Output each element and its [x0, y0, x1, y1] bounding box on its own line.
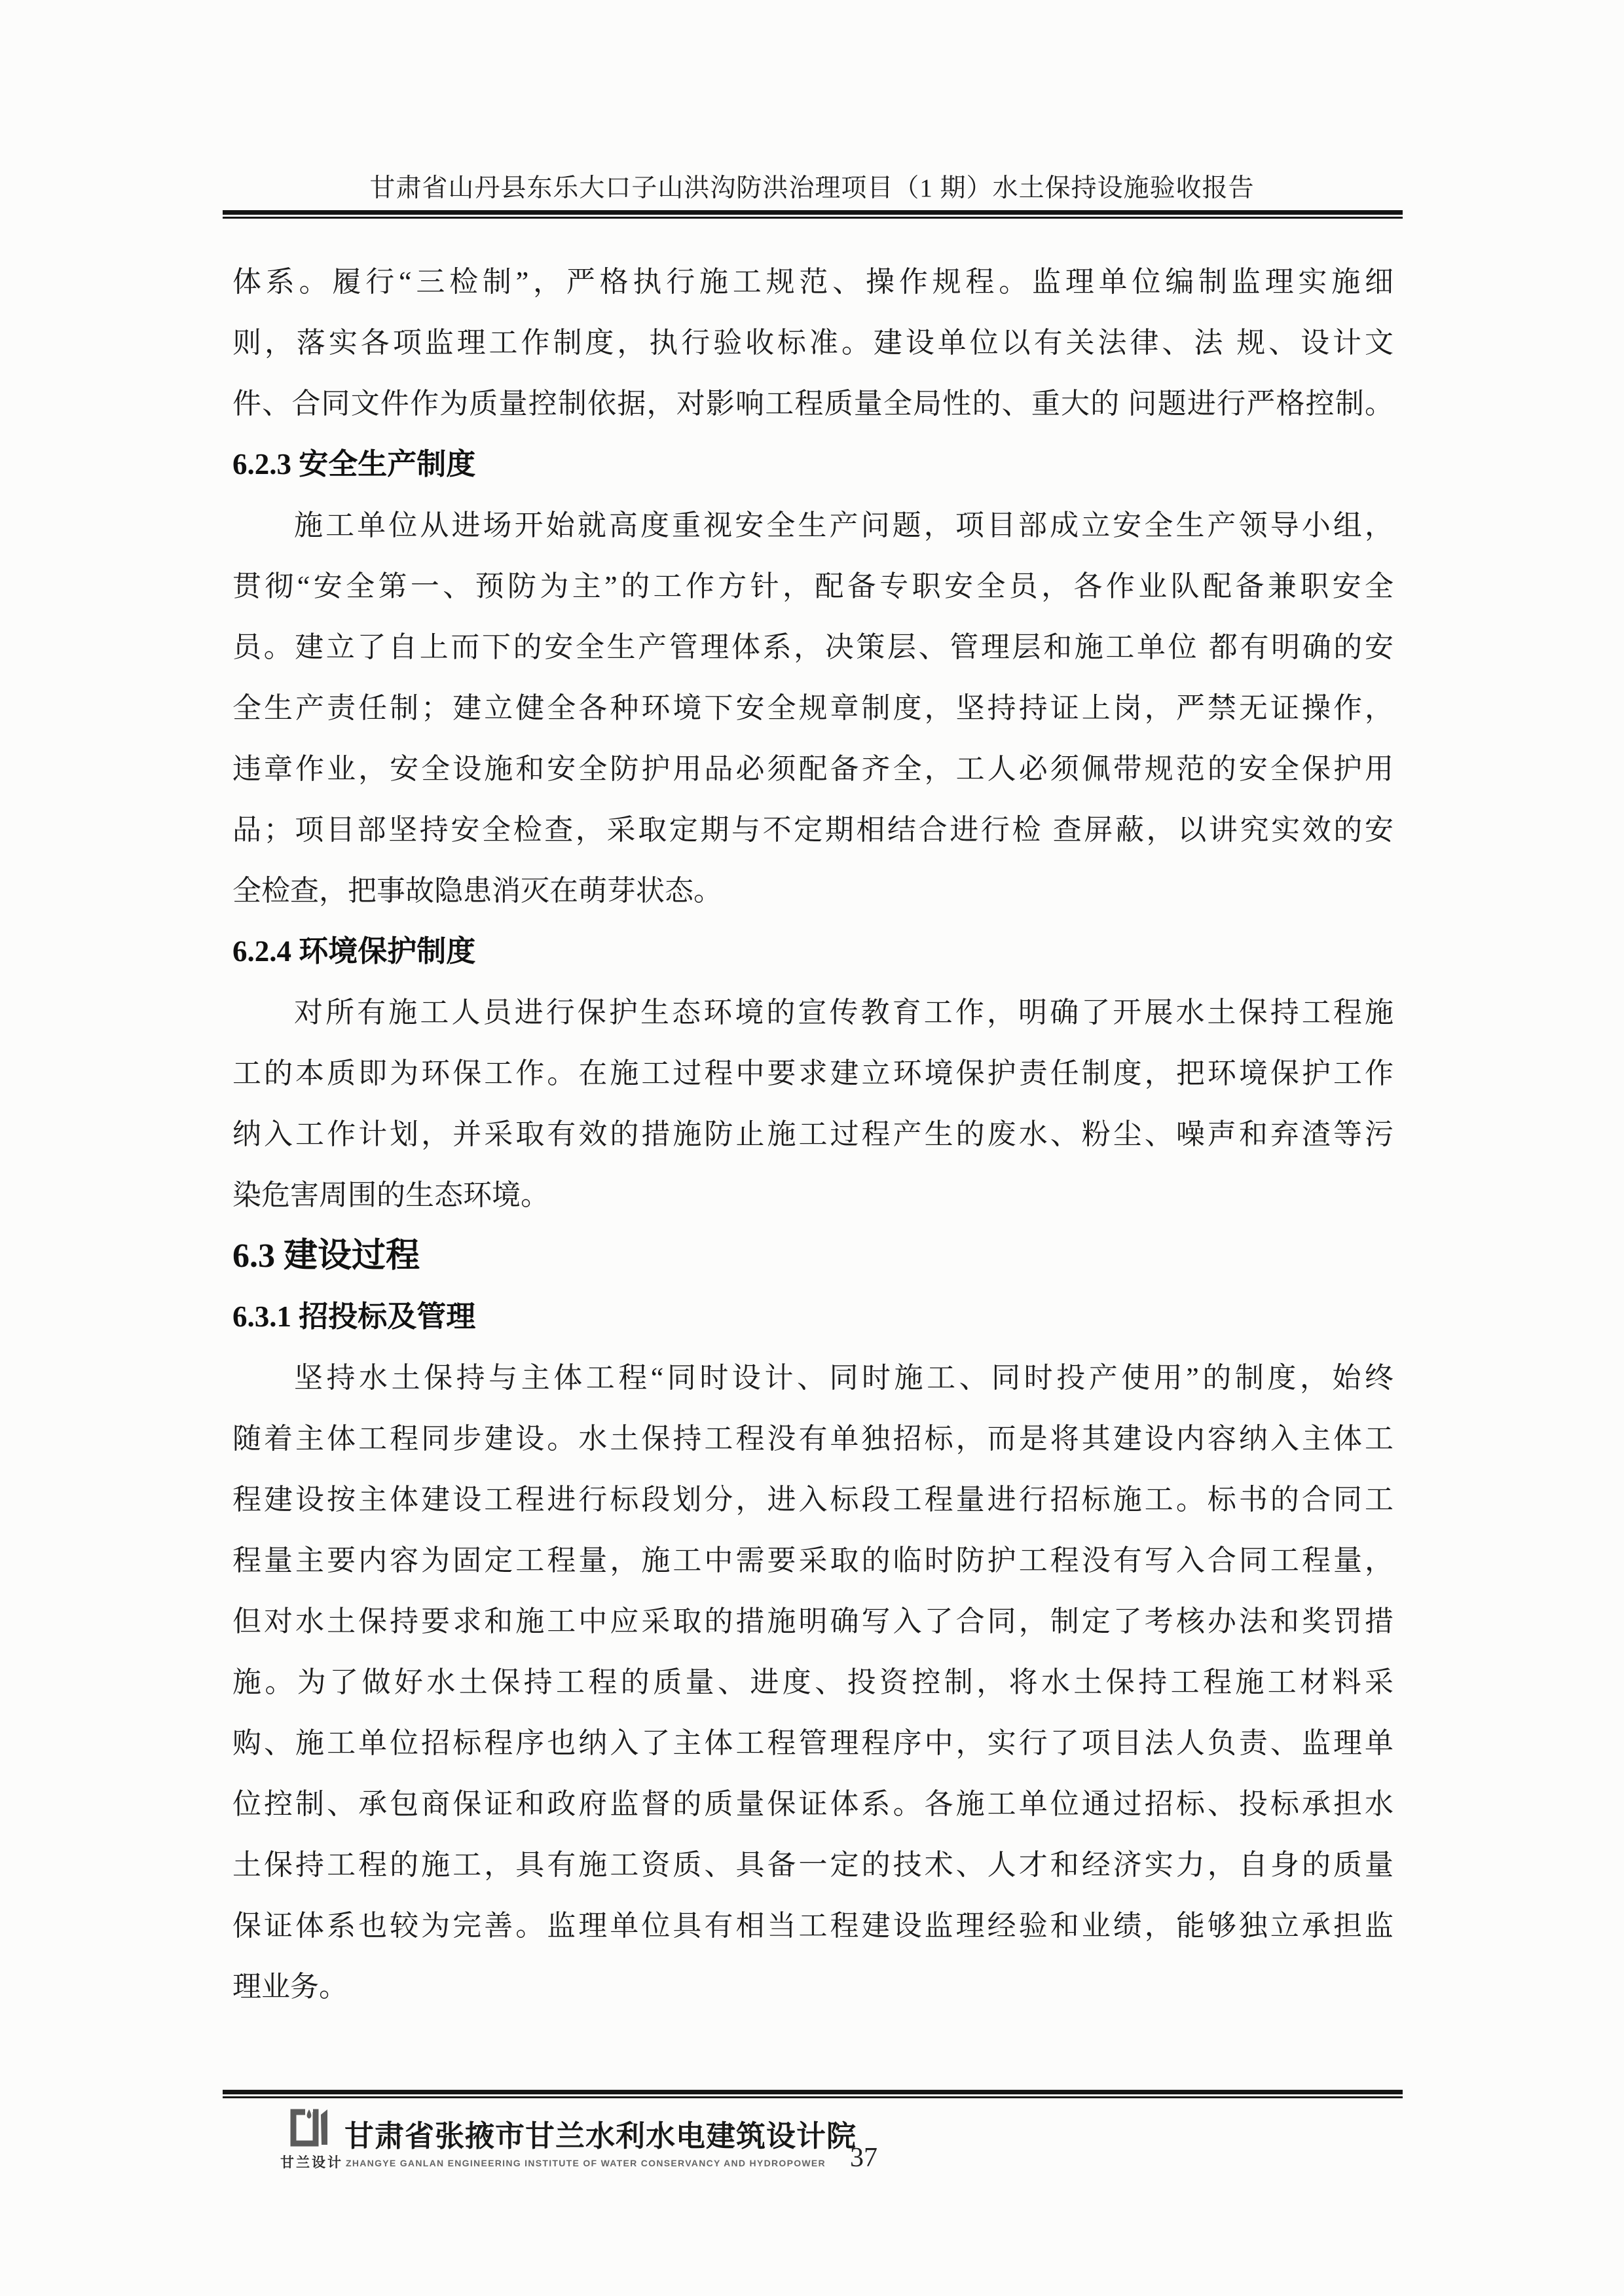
section-heading: 6.2.3 安全生产制度 [232, 448, 476, 481]
text-line: 全生产责任制；建立健全各种环境下安全规章制度，坚持持证上岗，严禁无证操作， [232, 692, 1393, 724]
text-line: 位控制、承包商保证和政府监督的质量保证体系。各施工单位通过招标、投标承担水 [232, 1788, 1393, 1820]
text-line: 施。为了做好水土保持工程的质量、进度、投资控制，将水土保持工程施工材料采 [232, 1666, 1393, 1698]
text-line: 程量主要内容为固定工程量，施工中需要采取的临时防护工程没有写入合同工程量， [232, 1544, 1393, 1576]
institute-logo-caption: 甘兰设计 [280, 2155, 343, 2170]
text-line: 违章作业，安全设施和安全防护用品必须配备齐全，工人必须佩带规范的安全保护用 [232, 753, 1393, 785]
text-line: 施工单位从进场开始就高度重视安全生产问题，项目部成立安全生产领导小组， [294, 509, 1393, 541]
text-line: 程建设按主体建设工程进行标段划分，进入标段工程量进行招标施工。标书的合同工 [232, 1484, 1393, 1516]
text-line: 员。建立了自上而下的安全生产管理体系，决策层、管理层和施工单位 都有明确的安 [232, 631, 1393, 663]
text-line: 贯彻“安全第一、预防为主”的工作方针，配备专职安全员，各作业队配备兼职安全 [232, 570, 1393, 602]
header-rule-thin-line [223, 217, 1403, 219]
institute-logo [280, 2108, 341, 2172]
text-line: 工的本质即为环保工作。在施工过程中要求建立环境保护责任制度，把环境保护工作 [232, 1057, 1393, 1089]
text-line: 体系。履行“三检制”，严格执行施工规范、操作规程。监理单位编制监理实施细 [232, 266, 1393, 298]
text-line: 件、合同文件作为质量控制依据，对影响工程质量全局性的、重大的 问题进行严格控制。 [232, 388, 1393, 420]
text-line: 保证体系也较为完善。监理单位具有相当工程建设监理经验和业绩，能够独立承担监 [232, 1910, 1393, 1942]
header-rule-thick-line [223, 210, 1403, 215]
section-heading: 6.3 建设过程 [232, 1237, 420, 1275]
institute-logo-icon [289, 2108, 331, 2149]
footer-rule-thin-line [223, 2096, 1403, 2098]
page-number: 37 [850, 2143, 877, 2173]
footer-rule [223, 2090, 1403, 2098]
text-line: 品；项目部坚持安全检查，采取定期与不定期相结合进行检 查屏蔽，以讲究实效的安 [232, 814, 1393, 846]
text-line: 理业务。 [232, 1971, 348, 2003]
text-line: 购、施工单位招标程序也纳入了主体工程管理程序中，实行了项目法人负责、监理单 [232, 1727, 1393, 1759]
document-body [232, 251, 1393, 2017]
text-line: 随着主体工程同步建设。水土保持工程没有单独招标，而是将其建设内容纳入主体工 [232, 1423, 1393, 1455]
text-line: 染危害周围的生态环境。 [232, 1179, 549, 1211]
institute-name: 甘肃省张掖市甘兰水利水电建筑设计院 [344, 2119, 857, 2153]
text-line: 纳入工作计划，并采取有效的措施防止施工过程产生的废水、粉尘、噪声和弃渣等污 [232, 1118, 1393, 1150]
text-line: 但对水土保持要求和施工中应采取的措施明确写入了合同，制定了考核办法和奖罚措 [232, 1605, 1393, 1637]
section-heading: 6.2.4 环境保护制度 [232, 935, 476, 968]
institute-name-en: ZHANGYE GANLAN ENGINEERING INSTITUTE OF WATER CONSERVANCY AND HYDROPOWER [346, 2158, 826, 2168]
section-heading: 6.3.1 招投标及管理 [232, 1300, 476, 1333]
footer-rule-thick-line [223, 2090, 1403, 2094]
text-line: 土保持工程的施工，具有施工资质、具备一定的技术、人才和经济实力，自身的质量 [232, 1849, 1393, 1881]
report-header-title: 甘肃省山丹县东乐大口子山洪沟防洪治理项目（1 期）水土保持设施验收报告 [369, 174, 1255, 202]
text-line: 则，落实各项监理工作制度，执行验收标准。建设单位以有关法律、法 规、设计文 [232, 327, 1393, 359]
text-line: 坚持水土保持与主体工程“同时设计、同时施工、同时投产使用”的制度，始终 [294, 1362, 1393, 1394]
header-rule [223, 210, 1403, 219]
text-line: 对所有施工人员进行保护生态环境的宣传教育工作，明确了开展水土保持工程施 [294, 996, 1393, 1029]
text-line: 全检查，把事故隐患消灭在萌芽状态。 [232, 875, 722, 907]
